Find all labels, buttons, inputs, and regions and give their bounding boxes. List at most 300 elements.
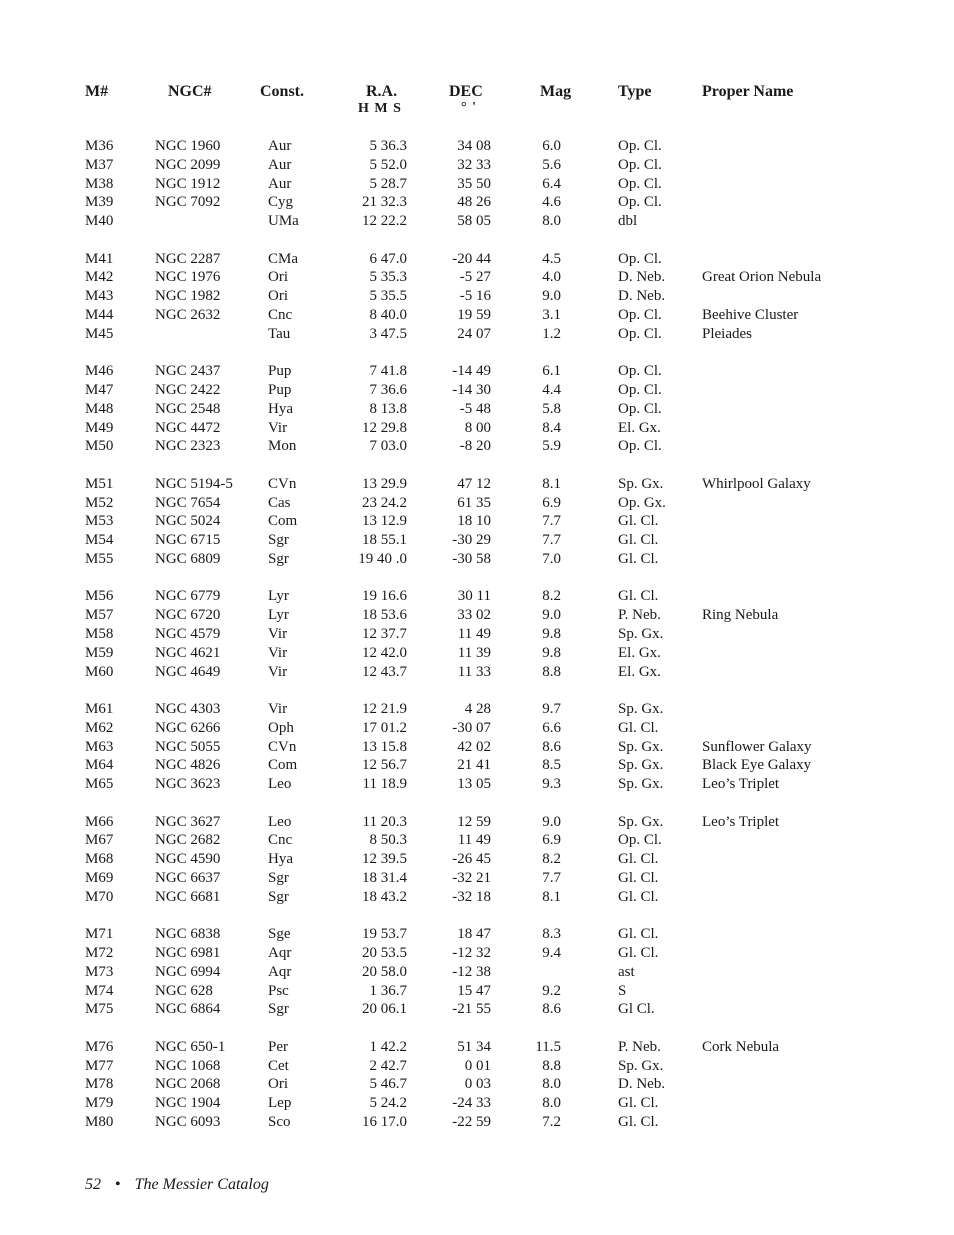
constellation-cell: Oph <box>268 719 294 736</box>
right-ascension-cell: 20 58.0 <box>362 963 407 980</box>
ngc-number-cell: NGC 6715 <box>155 532 221 549</box>
object-type-cell: Op. Cl. <box>618 138 662 154</box>
right-ascension-cell: 18 53.6 <box>362 607 407 624</box>
right-ascension-cell: 11 18.9 <box>362 776 407 793</box>
declination-cell: -14 30 <box>452 382 491 398</box>
messier-number-cell: M70 <box>85 888 114 905</box>
constellation-cell: Cas <box>268 494 291 511</box>
declination-cell: -22 59 <box>452 1114 491 1130</box>
messier-number-cell: M74 <box>85 982 114 999</box>
messier-number-cell: M48 <box>85 400 114 417</box>
object-type-cell: Gl. Cl. <box>618 851 659 868</box>
object-type-cell: Gl. Cl. <box>618 870 659 886</box>
messier-number-cell: M40 <box>85 213 114 230</box>
messier-number-cell: M65 <box>85 776 114 793</box>
table-row <box>0 738 954 757</box>
declination-cell: 47 12 <box>457 475 491 492</box>
declination-cell: 11 49 <box>457 832 491 849</box>
proper-name-cell: Ring Nebula <box>702 607 779 624</box>
table-row <box>0 419 954 438</box>
constellation-cell: Aur <box>268 138 292 154</box>
messier-number-cell: M68 <box>85 851 114 868</box>
declination-cell: -30 29 <box>452 532 491 549</box>
constellation-cell: Cyg <box>268 194 294 211</box>
messier-number-cell: M60 <box>85 663 114 680</box>
magnitude-cell: 1.2 <box>542 325 561 342</box>
object-type-cell: Sp. Gx. <box>618 626 664 642</box>
declination-cell: 13 05 <box>457 776 491 793</box>
constellation-cell: Cet <box>268 1057 289 1074</box>
ngc-number-cell: NGC 7654 <box>155 494 221 511</box>
ngc-number-cell: NGC 3623 <box>155 776 221 793</box>
constellation-cell: Tau <box>268 325 291 342</box>
magnitude-cell: 8.0 <box>542 1076 561 1093</box>
right-ascension-cell: 2 42.7 <box>369 1057 407 1074</box>
constellation-cell: Cnc <box>268 832 293 849</box>
constellation-cell: Leo <box>268 776 292 793</box>
messier-number-cell: M45 <box>85 325 114 342</box>
magnitude-cell: 7.2 <box>542 1114 561 1130</box>
magnitude-cell: 9.8 <box>542 644 561 661</box>
constellation-cell: UMa <box>268 213 299 230</box>
declination-cell: 12 59 <box>457 813 491 830</box>
constellation-cell: Pup <box>268 363 292 380</box>
proper-name-cell: Sunflower Galaxy <box>702 738 812 755</box>
right-ascension-cell: 1 36.7 <box>369 982 407 999</box>
magnitude-cell: 6.9 <box>542 494 561 511</box>
magnitude-cell: 9.8 <box>542 626 561 642</box>
table-row <box>0 663 954 682</box>
declination-cell: -5 16 <box>459 288 491 305</box>
right-ascension-cell: 13 12.9 <box>362 513 407 530</box>
messier-number-cell: M67 <box>85 832 114 849</box>
constellation-cell: Aqr <box>268 945 292 961</box>
object-type-cell: El. Gx. <box>618 644 661 661</box>
declination-cell: 33 02 <box>457 607 491 624</box>
ngc-number-cell: NGC 2682 <box>155 832 221 849</box>
magnitude-cell: 9.2 <box>542 982 561 999</box>
footer-bullet: • <box>115 1176 121 1193</box>
right-ascension-cell: 12 21.9 <box>362 701 407 717</box>
magnitude-cell: 7.7 <box>542 532 561 549</box>
magnitude-cell: 8.6 <box>542 1001 561 1018</box>
ngc-number-cell: NGC 4579 <box>155 626 221 642</box>
proper-name-cell: Pleiades <box>702 325 752 342</box>
constellation-cell: Hya <box>268 400 293 417</box>
declination-cell: -26 45 <box>452 851 491 868</box>
magnitude-cell: 8.8 <box>542 1057 561 1074</box>
magnitude-cell: 7.0 <box>542 551 561 567</box>
table-row <box>0 888 954 907</box>
right-ascension-cell: 12 29.8 <box>362 419 407 436</box>
magnitude-cell: 7.7 <box>542 870 561 886</box>
right-ascension-cell: 5 28.7 <box>369 175 407 192</box>
messier-number-cell: M39 <box>85 194 114 211</box>
object-type-cell: dbl <box>618 213 638 230</box>
object-type-cell: Gl. Cl. <box>618 588 659 605</box>
book-title: The Messier Catalog <box>134 1176 269 1193</box>
page-number: 52 <box>85 1176 101 1193</box>
magnitude-cell: 11.5 <box>535 1038 561 1055</box>
magnitude-cell: 9.0 <box>542 288 561 305</box>
page-footer <box>85 1175 269 1195</box>
messier-number-cell: M38 <box>85 175 114 192</box>
magnitude-cell: 4.6 <box>542 194 561 211</box>
header-constellation: Const. <box>260 83 305 100</box>
table-row <box>0 587 954 606</box>
right-ascension-cell: 12 42.0 <box>362 644 407 661</box>
table-row <box>0 1057 954 1076</box>
table-row <box>0 925 954 944</box>
messier-number-cell: M43 <box>85 288 114 305</box>
ngc-number-cell: NGC 4826 <box>155 757 221 774</box>
constellation-cell: Psc <box>268 982 289 999</box>
magnitude-cell: 4.4 <box>542 382 561 398</box>
constellation-cell: Lep <box>268 1095 292 1112</box>
table-row <box>0 550 954 569</box>
table-row <box>0 193 954 212</box>
declination-cell: -12 32 <box>452 945 491 961</box>
ngc-number-cell: NGC 1960 <box>155 138 221 154</box>
ngc-number-cell: NGC 4472 <box>155 419 221 436</box>
table-row <box>0 700 954 719</box>
constellation-cell: CMa <box>268 250 298 267</box>
magnitude-cell: 5.8 <box>542 400 561 417</box>
messier-number-cell: M73 <box>85 963 114 980</box>
right-ascension-cell: 6 47.0 <box>369 250 407 267</box>
table-row <box>0 625 954 644</box>
constellation-cell: Vir <box>268 419 288 436</box>
table-row <box>0 268 954 287</box>
ngc-number-cell: NGC 4303 <box>155 701 221 717</box>
magnitude-cell: 8.2 <box>542 851 561 868</box>
object-type-cell: Sp. Gx. <box>618 1057 664 1074</box>
messier-number-cell: M50 <box>85 438 114 455</box>
declination-cell: -30 07 <box>452 719 491 736</box>
constellation-cell: Vir <box>268 701 288 717</box>
ngc-number-cell: NGC 1904 <box>155 1095 221 1112</box>
right-ascension-cell: 8 13.8 <box>369 400 407 417</box>
declination-cell: 11 49 <box>457 626 491 642</box>
right-ascension-cell: 12 37.7 <box>362 626 407 642</box>
table-row <box>0 362 954 381</box>
constellation-cell: Cnc <box>268 307 293 323</box>
magnitude-cell: 6.1 <box>542 363 561 380</box>
magnitude-cell: 8.1 <box>542 888 561 905</box>
magnitude-cell: 9.0 <box>542 813 561 830</box>
table-row <box>0 1094 954 1113</box>
table-row <box>0 1000 954 1019</box>
messier-number-cell: M52 <box>85 494 114 511</box>
object-type-cell: D. Neb. <box>618 288 666 305</box>
messier-number-cell: M46 <box>85 363 114 380</box>
right-ascension-cell: 17 01.2 <box>362 719 407 736</box>
table-row <box>0 1038 954 1057</box>
ngc-number-cell: NGC 5194-5 <box>155 475 233 492</box>
messier-number-cell: M51 <box>85 475 114 492</box>
right-ascension-cell: 13 29.9 <box>362 475 407 492</box>
ngc-number-cell: NGC 2068 <box>155 1076 221 1093</box>
right-ascension-cell: 12 56.7 <box>362 757 407 774</box>
right-ascension-cell: 12 22.2 <box>362 213 407 230</box>
table-row <box>0 381 954 400</box>
magnitude-cell: 4.5 <box>542 250 561 267</box>
ngc-number-cell: NGC 4621 <box>155 644 221 661</box>
declination-cell: -5 27 <box>459 269 491 286</box>
magnitude-cell: 4.0 <box>542 269 561 286</box>
object-type-cell: P. Neb. <box>618 1038 661 1055</box>
ngc-number-cell: NGC 7092 <box>155 194 221 211</box>
right-ascension-cell: 5 24.2 <box>369 1095 407 1112</box>
constellation-cell: Sge <box>268 926 291 943</box>
right-ascension-cell: 13 15.8 <box>362 738 407 755</box>
object-type-cell: Op. Cl. <box>618 250 662 267</box>
ngc-number-cell: NGC 5024 <box>155 513 221 530</box>
object-type-cell: Gl. Cl. <box>618 1114 659 1130</box>
header-ra-units: H M S <box>358 101 402 116</box>
declination-cell: -8 20 <box>459 438 491 455</box>
declination-cell: 48 26 <box>457 194 491 211</box>
constellation-cell: Com <box>268 757 298 774</box>
object-type-cell: P. Neb. <box>618 607 661 624</box>
messier-number-cell: M80 <box>85 1114 114 1130</box>
object-type-cell: El. Gx. <box>618 663 661 680</box>
magnitude-cell: 6.9 <box>542 832 561 849</box>
magnitude-cell: 8.8 <box>542 663 561 680</box>
declination-cell: 30 11 <box>457 588 491 605</box>
declination-cell: 58 05 <box>457 213 491 230</box>
right-ascension-cell: 20 06.1 <box>362 1001 407 1018</box>
magnitude-cell: 9.3 <box>542 776 561 793</box>
magnitude-cell: 8.4 <box>542 419 561 436</box>
object-type-cell: Gl. Cl. <box>618 888 659 905</box>
constellation-cell: Aur <box>268 175 292 192</box>
declination-cell: 11 33 <box>457 663 491 680</box>
proper-name-cell: Leo’s Triplet <box>702 813 780 830</box>
ngc-number-cell: NGC 6266 <box>155 719 221 736</box>
right-ascension-cell: 16 17.0 <box>362 1114 407 1130</box>
constellation-cell: Per <box>268 1038 288 1055</box>
messier-number-cell: M41 <box>85 250 114 267</box>
object-type-cell: D. Neb. <box>618 269 666 286</box>
ngc-number-cell: NGC 6838 <box>155 926 221 943</box>
table-row <box>0 512 954 531</box>
messier-number-cell: M36 <box>85 138 114 154</box>
magnitude-cell: 8.5 <box>542 757 561 774</box>
header-magnitude: Mag <box>540 83 572 100</box>
ngc-number-cell: NGC 3627 <box>155 813 221 830</box>
right-ascension-cell: 5 35.5 <box>369 288 407 305</box>
right-ascension-cell: 18 55.1 <box>362 532 407 549</box>
messier-number-cell: M54 <box>85 532 114 549</box>
right-ascension-cell: 7 41.8 <box>369 363 407 380</box>
table-row <box>0 475 954 494</box>
declination-cell: 15 47 <box>457 982 491 999</box>
object-type-cell: Gl. Cl. <box>618 532 659 549</box>
right-ascension-cell: 7 36.6 <box>369 382 407 398</box>
constellation-cell: Leo <box>268 813 292 830</box>
right-ascension-cell: 5 46.7 <box>369 1076 407 1093</box>
declination-cell: 34 08 <box>457 138 491 154</box>
constellation-cell: Ori <box>268 269 288 286</box>
table-row <box>0 813 954 832</box>
messier-number-cell: M61 <box>85 701 114 717</box>
object-type-cell: Gl. Cl. <box>618 926 659 943</box>
header-dec-units: ° ' <box>461 100 477 115</box>
object-type-cell: Gl Cl. <box>618 1001 655 1018</box>
object-type-cell: Op. Gx. <box>618 494 666 511</box>
declination-cell: 42 02 <box>457 738 491 755</box>
constellation-cell: Sgr <box>268 1001 289 1018</box>
table-row <box>0 944 954 963</box>
declination-cell: -24 33 <box>452 1095 491 1112</box>
table-row <box>0 719 954 738</box>
object-type-cell: Sp. Gx. <box>618 813 664 830</box>
ngc-number-cell: NGC 2422 <box>155 382 221 398</box>
magnitude-cell: 5.9 <box>542 438 561 455</box>
ngc-number-cell: NGC 6779 <box>155 588 221 605</box>
declination-cell: 24 07 <box>457 325 491 342</box>
constellation-cell: CVn <box>268 475 297 492</box>
object-type-cell: Gl. Cl. <box>618 513 659 530</box>
magnitude-cell: 6.0 <box>542 138 561 154</box>
messier-number-cell: M49 <box>85 419 114 436</box>
ngc-number-cell: NGC 6981 <box>155 945 221 961</box>
ngc-number-cell: NGC 6809 <box>155 551 221 567</box>
magnitude-cell: 8.1 <box>542 475 561 492</box>
object-type-cell: Sp. Gx. <box>618 776 664 793</box>
magnitude-cell: 9.4 <box>542 945 561 961</box>
constellation-cell: Com <box>268 513 298 530</box>
right-ascension-cell: 7 03.0 <box>369 438 407 455</box>
messier-number-cell: M76 <box>85 1038 114 1055</box>
table-row <box>0 325 954 344</box>
object-type-cell: Op. Cl. <box>618 307 662 323</box>
right-ascension-cell: 20 53.5 <box>362 945 407 961</box>
table-row <box>0 775 954 794</box>
constellation-cell: Aqr <box>268 963 292 980</box>
declination-cell: -30 58 <box>452 551 491 567</box>
right-ascension-cell: 19 53.7 <box>362 926 407 943</box>
declination-cell: 32 33 <box>457 156 491 173</box>
right-ascension-cell: 19 40 .0 <box>358 551 407 567</box>
declination-cell: -32 21 <box>452 870 491 886</box>
constellation-cell: Vir <box>268 663 288 680</box>
object-type-cell: Gl. Cl. <box>618 1095 659 1112</box>
messier-number-cell: M58 <box>85 626 114 642</box>
constellation-cell: Lyr <box>268 607 289 624</box>
object-type-cell: Op. Cl. <box>618 194 662 211</box>
table-row <box>0 982 954 1001</box>
proper-name-cell: Cork Nebula <box>702 1038 780 1055</box>
declination-cell: -12 38 <box>452 963 491 980</box>
messier-number-cell: M66 <box>85 813 114 830</box>
messier-number-cell: M75 <box>85 1001 114 1018</box>
header-declination: DEC <box>449 83 483 100</box>
messier-number-cell: M64 <box>85 757 114 774</box>
declination-cell: -32 18 <box>452 888 491 905</box>
right-ascension-cell: 5 52.0 <box>369 156 407 173</box>
ngc-number-cell: NGC 650-1 <box>155 1038 226 1055</box>
object-type-cell: Op. Cl. <box>618 400 662 417</box>
constellation-cell: Vir <box>268 626 288 642</box>
declination-cell: 0 03 <box>464 1076 491 1093</box>
header-type: Type <box>618 83 652 100</box>
table-row <box>0 175 954 194</box>
ngc-number-cell: NGC 2287 <box>155 250 221 267</box>
ngc-number-cell: NGC 2437 <box>155 363 221 380</box>
messier-number-cell: M47 <box>85 382 114 398</box>
object-type-cell: Op. Cl. <box>618 438 662 455</box>
table-row <box>0 644 954 663</box>
ngc-number-cell: NGC 1982 <box>155 288 221 305</box>
table-row <box>0 963 954 982</box>
right-ascension-cell: 8 40.0 <box>369 307 407 323</box>
ngc-number-cell: NGC 6720 <box>155 607 221 624</box>
declination-cell: 61 35 <box>457 494 491 511</box>
declination-cell: 8 00 <box>464 419 491 436</box>
declination-cell: -21 55 <box>452 1001 491 1018</box>
magnitude-cell: 8.6 <box>542 738 561 755</box>
object-type-cell: D. Neb. <box>618 1076 666 1093</box>
right-ascension-cell: 12 39.5 <box>362 851 407 868</box>
messier-number-cell: M55 <box>85 551 114 567</box>
table-row <box>0 137 954 156</box>
messier-number-cell: M44 <box>85 307 114 323</box>
magnitude-cell: 8.3 <box>542 926 561 943</box>
right-ascension-cell: 18 43.2 <box>362 888 407 905</box>
ngc-number-cell: NGC 6864 <box>155 1001 221 1018</box>
table-row <box>0 531 954 550</box>
object-type-cell: Sp. Gx. <box>618 475 664 492</box>
ngc-number-cell: NGC 1912 <box>155 175 221 192</box>
magnitude-cell: 6.4 <box>542 175 561 192</box>
proper-name-cell: Black Eye Galaxy <box>702 757 812 774</box>
right-ascension-cell: 5 36.3 <box>369 138 407 154</box>
declination-cell: 21 41 <box>457 757 491 774</box>
table-row <box>0 869 954 888</box>
magnitude-cell: 8.0 <box>542 213 561 230</box>
object-type-cell: S <box>618 982 627 999</box>
messier-number-cell: M53 <box>85 513 114 530</box>
proper-name-cell: Whirlpool Galaxy <box>702 475 811 492</box>
messier-number-cell: M42 <box>85 269 114 286</box>
proper-name-cell: Great Orion Nebula <box>702 269 822 286</box>
constellation-cell: Sgr <box>268 888 289 905</box>
object-type-cell: Gl. Cl. <box>618 551 659 567</box>
declination-cell: -5 48 <box>459 400 491 417</box>
constellation-cell: Vir <box>268 644 288 661</box>
table-row <box>0 156 954 175</box>
object-type-cell: Op. Cl. <box>618 175 662 192</box>
declination-cell: 35 50 <box>457 175 491 192</box>
magnitude-cell: 5.6 <box>542 156 561 173</box>
right-ascension-cell: 18 31.4 <box>362 870 407 886</box>
table-row <box>0 212 954 231</box>
constellation-cell: Pup <box>268 382 292 398</box>
table-row <box>0 494 954 513</box>
object-type-cell: Op. Cl. <box>618 363 662 380</box>
ngc-number-cell: NGC 2099 <box>155 156 221 173</box>
magnitude-cell: 8.2 <box>542 588 561 605</box>
table-row <box>0 437 954 456</box>
messier-number-cell: M37 <box>85 156 114 173</box>
object-type-cell: Gl. Cl. <box>618 719 659 736</box>
messier-number-cell: M72 <box>85 945 114 961</box>
ngc-number-cell: NGC 1068 <box>155 1057 221 1074</box>
constellation-cell: Sgr <box>268 551 289 567</box>
constellation-cell: Sgr <box>268 532 289 549</box>
